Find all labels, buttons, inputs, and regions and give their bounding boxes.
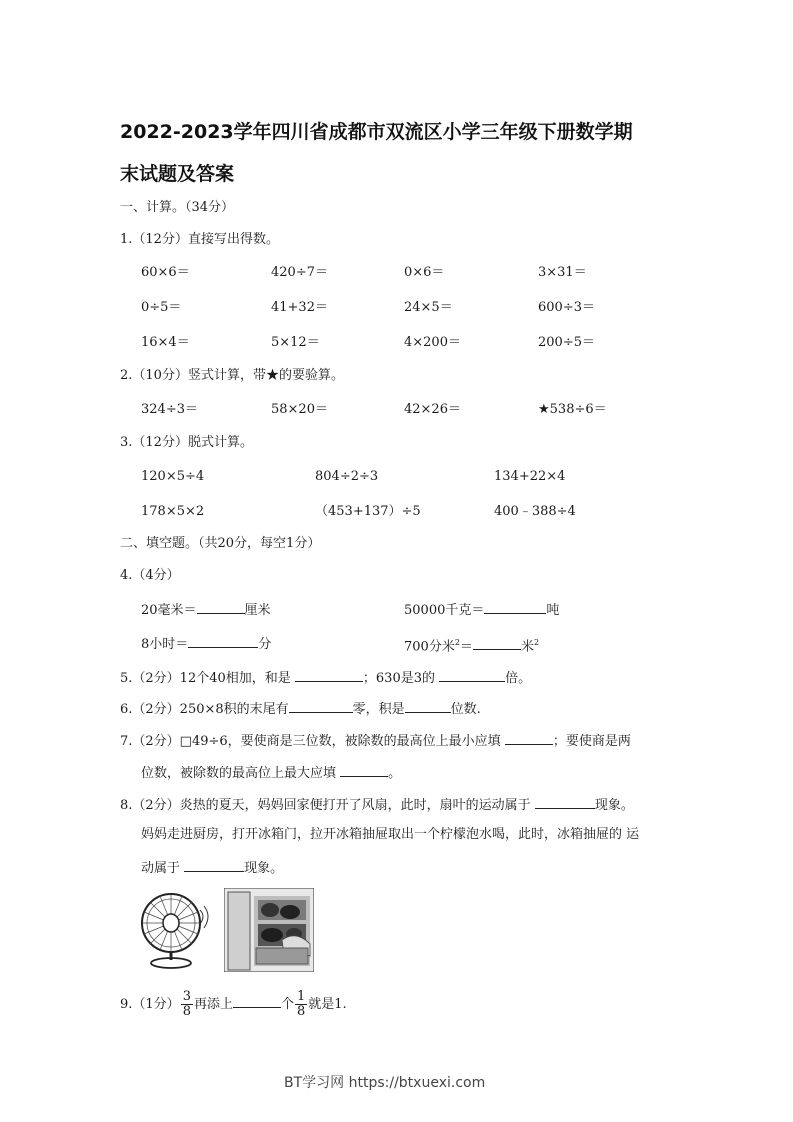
- q3-item: （453+137）÷5: [315, 504, 421, 519]
- answer-blank[interactable]: [188, 635, 258, 648]
- q1-item: 16×4＝: [141, 335, 190, 350]
- page-title-line1: 2022-2023学年四川省成都市双流区小学三年级下册数学期: [120, 121, 633, 143]
- q4-a: 20毫米＝ 厘米: [141, 603, 271, 618]
- q2-item: ★538÷6＝: [538, 402, 607, 417]
- q9: 9.（1分） $\frac{3}{8}$ 再添上 个 $\frac{1}{8}$ 就是1.: [120, 989, 347, 1019]
- footer-watermark: BT学习网 https://btxuexi.com: [284, 1075, 486, 1091]
- q8-line1: 8.（2分）炎热的夏天，妈妈回家便打开了风扇，此时，扇叶的运动属于 现象。: [120, 798, 634, 813]
- answer-blank[interactable]: [340, 764, 388, 777]
- q1-item: 24×5＝: [404, 300, 453, 315]
- answer-blank[interactable]: [535, 796, 595, 809]
- fraction: $\frac{1}{8}$: [297, 989, 306, 1019]
- q1-item: 41+32＝: [271, 300, 328, 315]
- q1-label: 1.（12分）直接写出得数。: [120, 232, 279, 247]
- q2-item: 58×20＝: [271, 402, 328, 417]
- section2-heading: 二、填空题。（共20分，每空1分）: [120, 536, 321, 551]
- q1-item: 200÷5＝: [538, 335, 595, 350]
- q2-item: 324÷3＝: [141, 402, 198, 417]
- answer-blank[interactable]: [197, 601, 245, 614]
- q1-item: 420÷7＝: [271, 265, 328, 280]
- q1-item: 4×200＝: [404, 335, 461, 350]
- q4-d: 700分米$^2$＝ 米$^2$: [404, 638, 540, 655]
- q1-item: 600÷3＝: [538, 300, 595, 315]
- answer-blank[interactable]: [484, 601, 546, 614]
- answer-blank[interactable]: [184, 859, 244, 872]
- q1-item: 0×6＝: [404, 265, 445, 280]
- q1-item: 5×12＝: [271, 335, 320, 350]
- fan-icon: [134, 890, 212, 970]
- q1-item: 0÷5＝: [141, 300, 182, 315]
- page-title-line2: 末试题及答案: [120, 163, 235, 185]
- answer-blank[interactable]: [473, 637, 521, 650]
- q4-b: 50000千克＝ 吨: [404, 603, 560, 618]
- q8-line2: 妈妈走进厨房，打开冰箱门，拉开冰箱抽屉取出一个柠檬泡水喝，此时，冰箱抽屉的 运: [141, 827, 640, 842]
- q6: 6.（2分）250×8积的末尾有 零，积是 位数.: [120, 702, 481, 717]
- fraction: $\frac{3}{8}$: [182, 989, 191, 1019]
- q4-c: 8小时＝ 分: [141, 637, 272, 652]
- q1-item: 60×6＝: [141, 265, 190, 280]
- q1-item: 3×31＝: [538, 265, 587, 280]
- q4-label: 4.（4分）: [120, 568, 180, 583]
- q8-line3: 动属于 现象。: [141, 861, 284, 876]
- answer-blank[interactable]: [505, 732, 553, 745]
- section1-heading: 一、计算。（34分）: [120, 200, 235, 215]
- q7-line1: 7.（2分）□49÷6，要使商是三位数，被除数的最高位上最小应填 ；要使商是两: [120, 734, 631, 749]
- answer-blank[interactable]: [233, 995, 281, 1008]
- q5: 5.（2分）12个40相加，和是 ；630是3的 倍。: [120, 671, 532, 686]
- fridge-drawer-photo: [224, 888, 314, 972]
- q3-item: 804÷2÷3: [315, 469, 379, 484]
- q2-item: 42×26＝: [404, 402, 461, 417]
- q7-line2: 位数，被除数的最高位上最大应填 。: [141, 766, 402, 781]
- q3-item: 178×5×2: [141, 504, 205, 519]
- answer-blank[interactable]: [289, 700, 353, 713]
- q2-label: 2.（10分）竖式计算，带★的要验算。: [120, 368, 344, 383]
- q3-label: 3.（12分）脱式计算。: [120, 435, 253, 450]
- answer-blank[interactable]: [439, 669, 505, 682]
- answer-blank[interactable]: [405, 700, 451, 713]
- q3-item: 134+22×4: [494, 469, 566, 484]
- q3-item: 120×5÷4: [141, 469, 205, 484]
- q3-item: 400﹣388÷4: [494, 504, 576, 519]
- answer-blank[interactable]: [295, 669, 363, 682]
